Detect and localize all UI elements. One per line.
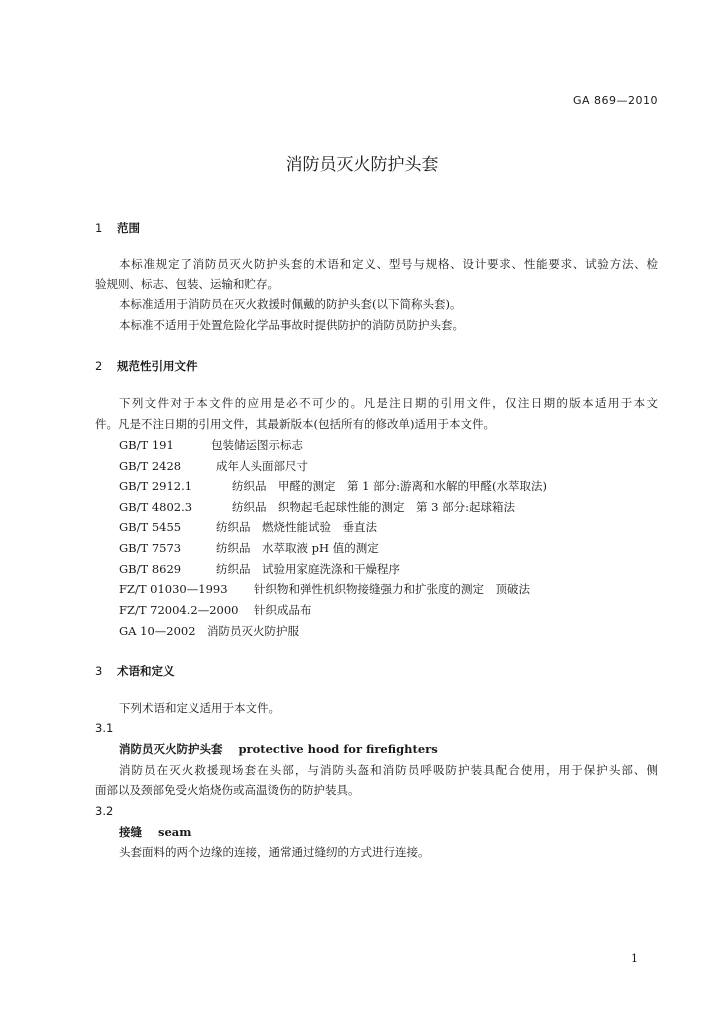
reference-item bbox=[119, 540, 379, 556]
section-3-intro: 下列术语和定义适用于本文件。 bbox=[119, 701, 280, 715]
reference-title: 纺织品 燃烧性能试验 垂直法 bbox=[216, 520, 377, 534]
reference-item bbox=[119, 623, 299, 639]
section-1-para-3: 本标准不适用于处置危险化学品事故时提供防护的消防员防护头套。 bbox=[119, 318, 464, 332]
reference-title: 成年人头面部尺寸 bbox=[216, 459, 308, 473]
reference-title: 针织成品布 bbox=[254, 603, 312, 617]
reference-code: GB/T 7573 bbox=[119, 541, 182, 555]
document-title: 消防员灭火防护头套 bbox=[285, 155, 439, 175]
term-en: protective hood for firefighters bbox=[238, 742, 438, 756]
section-2-title: 规范性引用文件 bbox=[117, 359, 198, 373]
section-3-title: 术语和定义 bbox=[117, 664, 175, 678]
section-2-para-1-line-1: 下列文件对于本文件的应用是必不可少的。凡是注日期的引用文件，仅注日期的版本适用于本文 bbox=[119, 396, 658, 410]
section-2-heading bbox=[95, 358, 198, 374]
reference-item bbox=[119, 437, 303, 453]
reference-code: GA 10—2002 bbox=[119, 624, 196, 638]
reference-title: 纺织品 试验用家庭洗涤和干燥程序 bbox=[216, 562, 400, 576]
reference-item bbox=[119, 581, 530, 597]
section-1-title: 范围 bbox=[117, 221, 140, 235]
reference-title: 针织物和弹性机织物接缝强力和扩张度的测定 顶破法 bbox=[254, 582, 530, 596]
section-1-para-2: 本标准适用于消防员在灭火救援时佩戴的防护头套(以下简称头套)。 bbox=[119, 297, 462, 311]
reference-code: FZ/T 72004.2—2000 bbox=[119, 603, 239, 617]
reference-code: GB/T 5455 bbox=[119, 520, 182, 534]
reference-code: GB/T 8629 bbox=[119, 562, 182, 576]
reference-title: 包装储运图示标志 bbox=[211, 438, 303, 452]
reference-code: GB/T 2912.1 bbox=[119, 479, 193, 493]
section-1-heading bbox=[95, 220, 140, 236]
reference-title: 纺织品 甲醛的测定 第 1 部分:游离和水解的甲醛(水萃取法) bbox=[232, 479, 547, 493]
term-definition-line-2: 面部以及颈部免受火焰烧伤或高温烫伤的防护装具。 bbox=[95, 783, 360, 797]
term-number: 3.2 bbox=[95, 804, 114, 818]
reference-code: GB/T 2428 bbox=[119, 459, 182, 473]
term-number: 3.1 bbox=[95, 721, 114, 735]
section-1-para-1-line-2: 验规则、标志、包装、运输和贮存。 bbox=[95, 277, 279, 291]
section-3-number: 3 bbox=[95, 664, 103, 678]
reference-title: 纺织品 水萃取液 pH 值的测定 bbox=[216, 541, 379, 555]
term-definition-line-1: 消防员在灭火救援现场套在头部，与消防头盔和消防员呼吸防护装具配合使用，用于保护头部、侧 bbox=[119, 763, 658, 777]
reference-code: GB/T 4802.3 bbox=[119, 500, 193, 514]
reference-code: FZ/T 01030—1993 bbox=[119, 582, 228, 596]
section-1-para-1-line-1: 本标准规定了消防员灭火防护头套的术语和定义、型号与规格、设计要求、性能要求、试验方法、检 bbox=[119, 257, 658, 271]
term-cn: 消防员灭火防护头套 bbox=[119, 742, 223, 756]
reference-code: GB/T 191 bbox=[119, 438, 174, 452]
reference-item bbox=[119, 519, 377, 535]
term-entry bbox=[119, 825, 191, 839]
reference-title: 消防员灭火防护服 bbox=[207, 624, 299, 638]
reference-item bbox=[119, 499, 515, 515]
term-entry bbox=[119, 742, 438, 756]
term-en: seam bbox=[158, 825, 192, 839]
section-2-para-1-line-2: 件。凡是不注日期的引用文件，其最新版本(包括所有的修改单)适用于本文件。 bbox=[95, 417, 495, 431]
section-1-number: 1 bbox=[95, 221, 103, 235]
term-definition-line-1: 头套面料的两个边缘的连接，通常通过缝纫的方式进行连接。 bbox=[119, 845, 430, 859]
reference-title: 纺织品 织物起毛起球性能的测定 第 3 部分:起球箱法 bbox=[232, 500, 515, 514]
standard-code: GA 869—2010 bbox=[572, 94, 658, 107]
reference-item bbox=[119, 478, 547, 494]
reference-item bbox=[119, 561, 400, 577]
reference-item bbox=[119, 602, 312, 618]
section-3-heading bbox=[95, 663, 175, 679]
term-cn: 接缝 bbox=[119, 825, 142, 839]
section-2-number: 2 bbox=[95, 359, 103, 373]
page-number: 1 bbox=[631, 952, 638, 965]
reference-item bbox=[119, 458, 308, 474]
